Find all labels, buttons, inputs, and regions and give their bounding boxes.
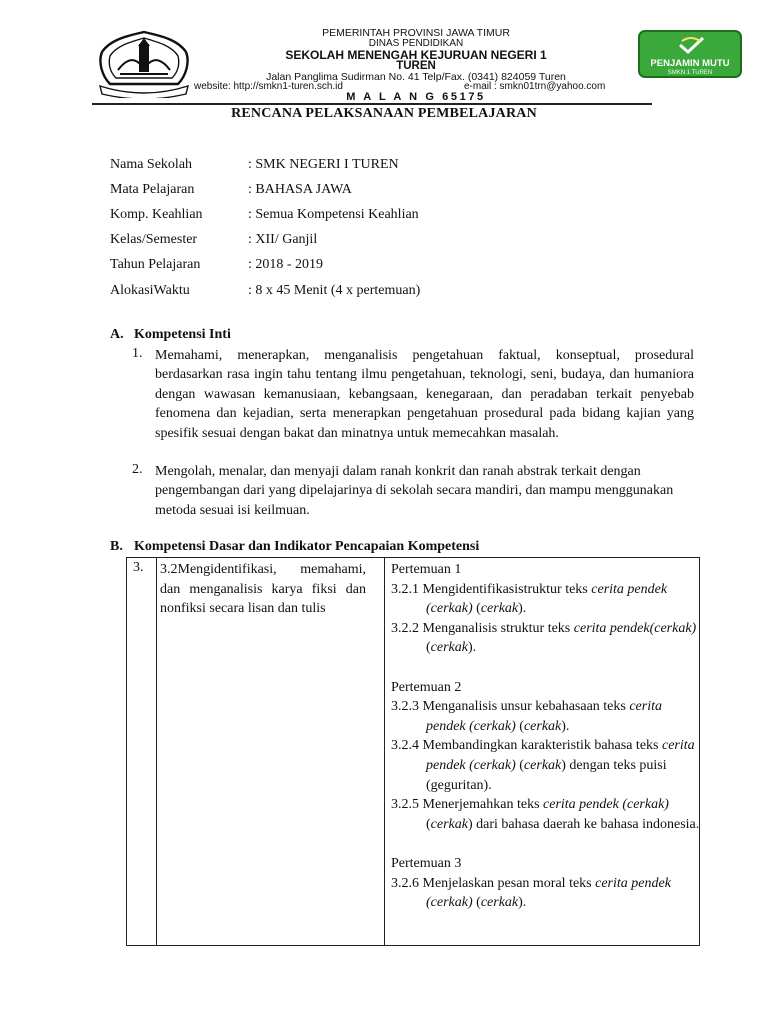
section-b-heading (110, 539, 479, 555)
indicator-item (391, 736, 701, 795)
list-number: 2. (132, 462, 143, 477)
info-value: : Semua Kompetensi Keahlian (248, 207, 419, 222)
info-label: Tahun Pelajaran (110, 257, 201, 272)
letterhead-government: PEMERINTAH PROVINSI JAWA TIMUR (322, 27, 510, 39)
table-cell-number: 3. (133, 560, 144, 575)
section-title: Kompetensi Dasar dan Indikator Pencapaian Kompetensi (134, 539, 480, 554)
indicator-text: ( (515, 757, 524, 773)
meeting-block (391, 854, 701, 913)
indicator-code: 3.2.5 (391, 797, 419, 813)
indicator-code: 3.2.6 (391, 875, 419, 891)
indicator-text: ) dari bahasa daerah ke bahasa indonesia. (467, 816, 700, 832)
indicator-italic: cerkak (480, 895, 519, 911)
info-row-competency (110, 207, 419, 223)
document-title: RENCANA PELAKSANAAN PEMBELAJARAN (231, 106, 537, 121)
indicator-item (391, 580, 701, 619)
letterhead-school-name: SEKOLAH MENENGAH KEJURUAN NEGERI 1 (285, 48, 547, 62)
competency-table (126, 557, 700, 946)
indicator-code: 3.2.4 (391, 738, 419, 754)
indicator-text: ) dengan teks puisi (geguritan). (426, 757, 667, 793)
meeting-heading: Pertemuan 1 (391, 562, 462, 577)
info-label: Kelas/Semester (110, 232, 198, 247)
section-letter: B. (110, 539, 123, 554)
indicator-text: ( (472, 895, 481, 911)
indicator-italic: cerkak (430, 816, 468, 832)
spacer (391, 834, 701, 854)
indicator-text: Menganalisis unsur kebahasaan teks (422, 699, 630, 715)
indicator-text: Menerjemahkan teks (422, 797, 544, 813)
letterhead-school-town: TUREN (396, 60, 436, 72)
checkmark-icon (676, 35, 706, 57)
quality-assurance-badge (638, 30, 742, 78)
indicator-item (391, 874, 701, 913)
info-row-class (110, 232, 317, 248)
info-row-subject (110, 182, 352, 198)
indicator-text: ( (515, 718, 524, 734)
section-letter: A. (110, 327, 124, 342)
meeting-heading: Pertemuan 2 (391, 679, 462, 695)
info-label: Nama Sekolah (110, 157, 193, 172)
info-value: : XII/ Ganjil (248, 232, 318, 247)
info-value: : SMK NEGERI I TUREN (248, 157, 399, 172)
indicator-item (391, 697, 701, 736)
section-a-heading (110, 327, 231, 343)
indicator-text: ( (426, 640, 431, 656)
indicator-italic: cerita pendek (cerkak) (543, 797, 669, 813)
table-column-divider (156, 558, 157, 945)
letterhead-department: DINAS PENDIDIKAN (368, 38, 464, 49)
meeting-block (391, 560, 701, 658)
indicator-italic: cerita pendek (cerkak) (426, 699, 662, 734)
indicator-text: Menjelaskan pesan moral teks (422, 875, 596, 891)
indicator-text: ). (518, 895, 527, 911)
indicator-italic: cerita pendek(cerkak) (573, 620, 697, 636)
indicator-text: ). (467, 640, 477, 656)
table-cell-indicators (391, 560, 701, 913)
table-cell-basic-competency: 3.2Mengidentifikasi, memahami, dan menganalisis karya fiksi dan nonfiksi secara lisan dan tulis (160, 562, 366, 617)
letterhead-city: M A L A N G 65175 (346, 91, 486, 103)
list-item-text: Mengolah, menalar, dan menyaji dalam ranah konkrit dan ranah abstrak terkait dengan pengembangan dari yang dipelajarinya di sekolah secara mandiri, dan mampu menggunakan metoda sesuai isi keilmuan. (155, 464, 674, 518)
meeting-block (391, 678, 701, 835)
table-column-divider (384, 558, 385, 945)
indicator-text: Membandingkan karakteristik bahasa teks (422, 738, 662, 754)
indicator-text: ). (518, 601, 527, 617)
indicator-italic: cerita pendek (cerkak) (426, 738, 695, 773)
indicator-italic: cerita pendek (cerkak) (426, 875, 671, 911)
indicator-text: ( (426, 816, 431, 832)
letterhead-email: e-mail : smkn01trn@yahoo.com (464, 81, 606, 92)
info-label: AlokasiWaktu (110, 283, 190, 298)
badge-title: PENJAMIN MUTU (650, 58, 730, 69)
info-value: : 2018 - 2019 (248, 257, 324, 272)
info-row-year (110, 257, 323, 273)
list-number: 1. (132, 346, 143, 361)
indicator-italic: cerkak (430, 640, 468, 656)
indicator-italic: cerkak (523, 757, 562, 773)
spacer (391, 658, 701, 678)
info-value: : BAHASA JAWA (248, 182, 352, 197)
indicator-text: ( (472, 601, 481, 617)
letterhead-address: Jalan Panglima Sudirman No. 41 Telp/Fax. (0341) 824059 Turen (266, 71, 566, 83)
indicator-code: 3.2.2 (391, 620, 419, 636)
indicator-italic: cerkak (523, 718, 562, 734)
indicator-text: Mengidentifikasistruktur teks (422, 581, 592, 597)
indicator-item (391, 795, 701, 834)
letterhead (0, 0, 768, 104)
info-row-time (110, 283, 420, 299)
info-label: Komp. Keahlian (110, 207, 203, 222)
indicator-italic: cerkak (480, 601, 519, 617)
east-java-crest-logo (96, 30, 192, 98)
indicator-item (391, 619, 701, 658)
indicator-text: Menganalisis struktur teks (422, 620, 574, 636)
info-label: Mata Pelajaran (110, 182, 195, 197)
list-item-text: Memahami, menerapkan, menganalisis pengetahuan faktual, konseptual, prosedural berdasarkan rasa ingin tahu tentang ilmu pengetahuan, teknologi, seni, budaya, dan humaniora dengan wawasan kemanusiaan, kebangsaan, kenegaraan, dan peradaban terkait penyebab fenomena dan kejadian, serta menerapkan pengetahuan prosedural pada bidang kajian yang spesifik sesuai dengan bakat dan minatnya untuk memecahkan masalah. (155, 348, 694, 441)
indicator-italic: cerita pendek (cerkak) (426, 581, 668, 617)
info-value: : 8 x 45 Menit (4 x pertemuan) (248, 283, 421, 298)
section-title: Kompetensi Inti (134, 327, 231, 342)
info-row-school (110, 157, 399, 173)
indicator-text: ). (561, 718, 570, 734)
indicator-code: 3.2.3 (391, 699, 419, 715)
indicator-code: 3.2.1 (391, 581, 419, 597)
letterhead-website: website: http://smkn1-turen.sch.id (194, 81, 343, 92)
letterhead-divider (92, 103, 652, 105)
meeting-heading: Pertemuan 3 (391, 855, 462, 871)
badge-subtitle: SMKN 1 TUREN (667, 70, 713, 76)
